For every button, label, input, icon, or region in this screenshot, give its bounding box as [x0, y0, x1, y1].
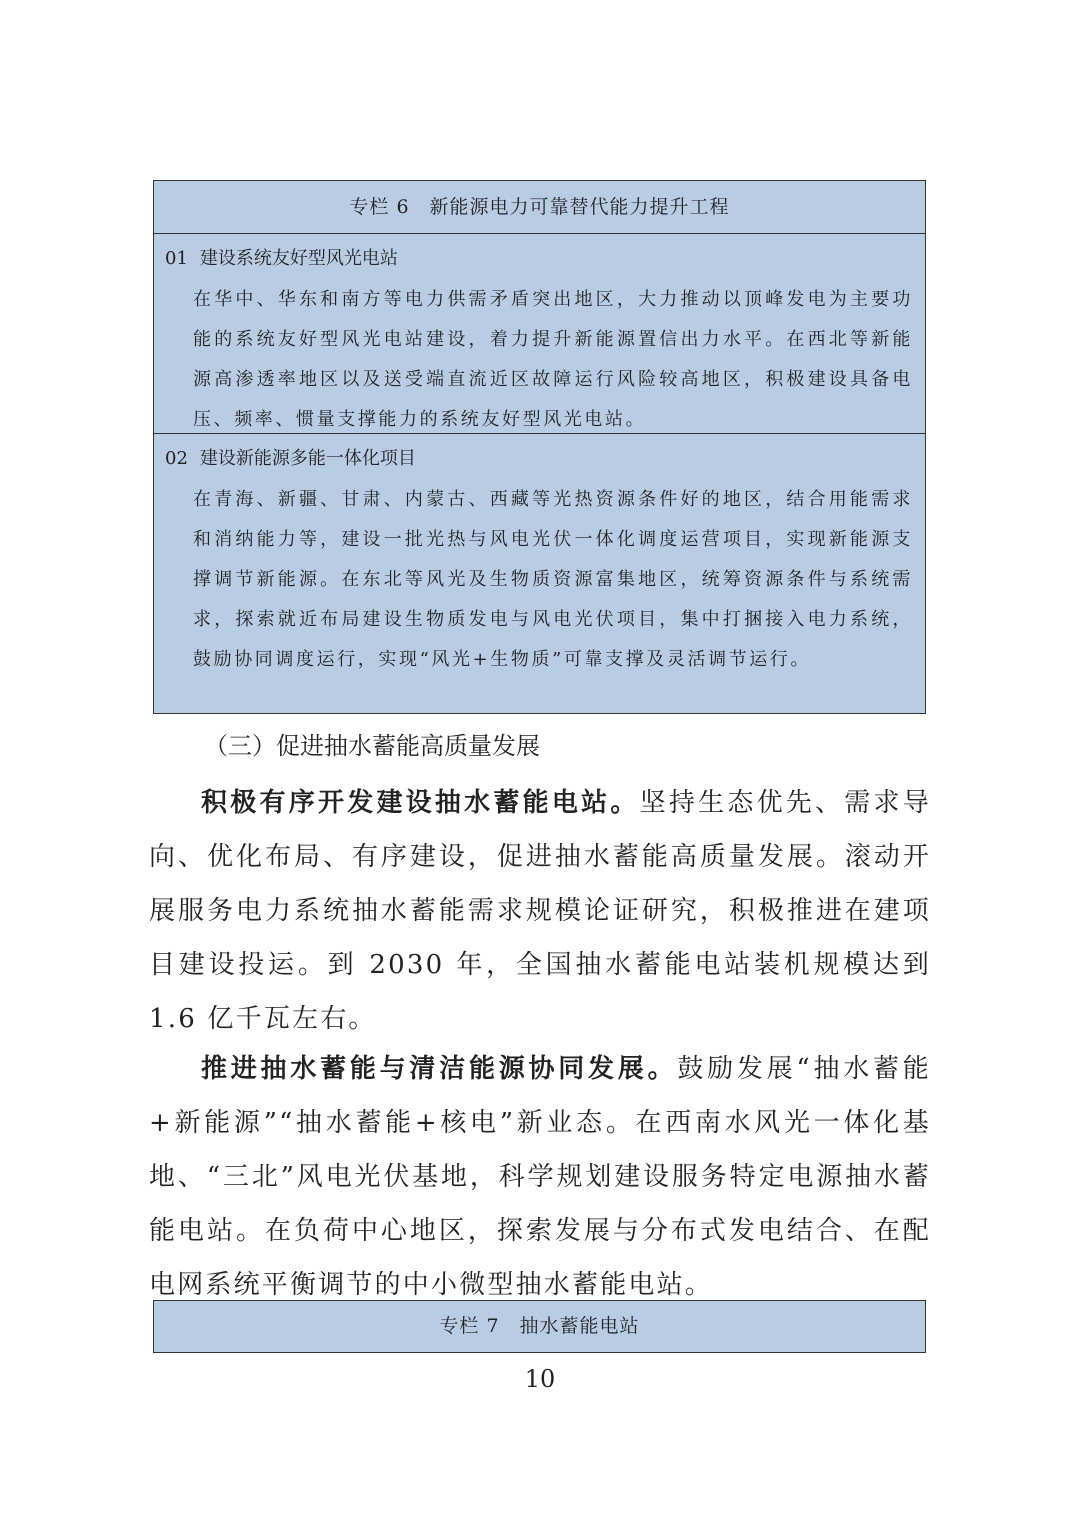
body-paragraph [149, 1042, 931, 1312]
feature-box-title: 专栏 6 新能源电力可靠替代能力提升工程 [154, 181, 925, 234]
feature-box-title: 专栏 7 抽水蓄能电站 [439, 1315, 640, 1337]
section-heading [165, 242, 913, 276]
section-number: 01 [165, 248, 188, 269]
feature-box-section [154, 433, 925, 713]
section-heading [165, 442, 913, 476]
section-body: 在华中、华东和南方等电力供需矛盾突出地区，大力推动以顶峰发电为主要功能的系统友好型风光电站建设，着力提升新能源置信出力水平。在西北等新能源高渗透率地区以及送受端直流近区故障运行风险较高地区，积极建设具备电压、频率、惯量支撑能力的系统友好型风光电站。 [193, 289, 913, 430]
section-body: 在青海、新疆、甘肃、内蒙古、西藏等光热资源条件好的地区，结合用能需求和消纳能力等，建设一批光热与风电光伏一体化调度运营项目，实现新能源支撑调节新能源。在东北等风光及生物质资源富集地区，统筹资源条件与系统需求，探索就近布局建设生物质发电与风电光伏项目，集中打捆接入电力系统，鼓励协同调度运行，实现“风光+生物质”可靠支撑及灵活调节运行。 [193, 489, 913, 670]
page-number: 10 [524, 1365, 556, 1393]
paragraph-text: 鼓励发展“抽水蓄能+新能源”“抽水蓄能+核电”新业态。在西南水风光一体化基地、“三北”风电光伏基地，科学规划建设服务特定电源抽水蓄能电站。在负荷中心地区，探索发展与分布式发电结合、在配电网系统平衡调节的中小微型抽水蓄能电站。 [149, 1054, 932, 1300]
feature-box-section [154, 234, 925, 433]
paragraph-lead: 推进抽水蓄能与清洁能源协同发展。 [201, 1054, 678, 1084]
paragraph-lead: 积极有序开发建设抽水蓄能电站。 [201, 788, 640, 818]
section-heading-text: 建设系统友好型风光电站 [199, 248, 398, 269]
paragraph-text: 坚持生态优先、需求导向、优化布局、有序建设，促进抽水蓄能高质量发展。滚动开展服务电力系统抽水蓄能需求规模论证研究，积极推进在建项目建设投运。到 2030 年，全国抽水蓄能电站装机规模达到 1.6 亿千瓦左右。 [149, 788, 931, 1034]
section-heading-text: 建设新能源多能一体化项目 [199, 448, 416, 469]
section-heading-three: （三）促进抽水蓄能高质量发展 [204, 732, 540, 760]
feature-box-6 [153, 180, 926, 714]
body-paragraph [149, 776, 931, 1046]
feature-box-7 [153, 1300, 926, 1353]
section-number: 02 [165, 448, 188, 469]
